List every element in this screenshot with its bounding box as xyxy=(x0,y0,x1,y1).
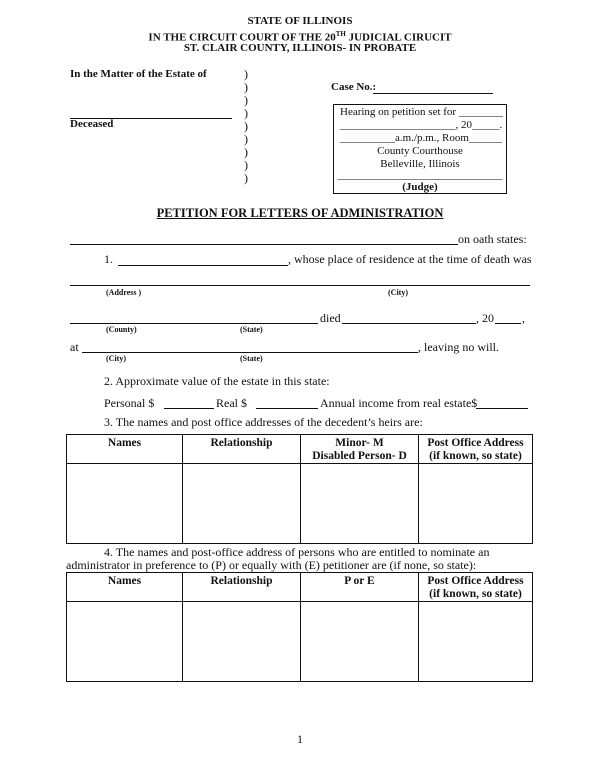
judge-label: (Judge) xyxy=(402,181,438,193)
hearing-time-line: __________a.m./p.m., Room______ xyxy=(340,132,502,144)
court-state: STATE OF ILLINOIS xyxy=(247,15,353,27)
real-value-field[interactable] xyxy=(256,408,318,409)
nominators-cell[interactable] xyxy=(301,602,419,682)
died-text: died xyxy=(320,311,341,325)
court-name: IN THE CIRCUIT COURT OF THE 20TH JUDICIAL CIRUCIT xyxy=(148,30,452,44)
death-place-field[interactable] xyxy=(82,352,418,353)
judge-signature-line: ______________________________ xyxy=(337,169,503,181)
matter-label: In the Matter of the Estate of xyxy=(70,68,207,80)
page-number: 1 xyxy=(297,732,303,746)
county-state-field[interactable] xyxy=(70,323,318,324)
address-caption: (Address ) xyxy=(106,288,142,297)
residence-address-field[interactable] xyxy=(70,285,530,286)
nominators-cell[interactable] xyxy=(67,602,183,682)
hearing-box xyxy=(333,104,507,194)
state-caption: (State) xyxy=(240,325,263,334)
nominators-col-p-or-e: P or E xyxy=(301,573,419,602)
item1-number: 1. xyxy=(104,252,113,266)
nominators-table xyxy=(66,572,533,682)
comma-text: , xyxy=(522,311,525,325)
nominators-col-relationship: Relationship xyxy=(183,573,301,602)
county-caption: (County) xyxy=(106,325,137,334)
item3-text: 3. The names and post office addresses of the decedent’s heirs are: xyxy=(104,415,423,429)
heirs-cell[interactable] xyxy=(67,464,183,544)
caption-paren: ) xyxy=(244,145,248,159)
case-no-field[interactable] xyxy=(373,93,493,94)
petitioner-name-field[interactable] xyxy=(70,244,458,245)
leaving-text: , leaving no will. xyxy=(418,340,499,354)
item1-text: , whose place of residence at the time of death was xyxy=(288,252,532,266)
caption-paren: ) xyxy=(244,158,248,172)
city-caption: (City) xyxy=(388,288,408,297)
nominators-col-address: Post Office Address (if known, so state) xyxy=(419,573,533,602)
death-date-field[interactable] xyxy=(342,323,476,324)
hearing-set-line: Hearing on petition set for ________ xyxy=(340,106,503,118)
year-prefix: , 20 xyxy=(476,311,494,325)
caption-paren: ) xyxy=(244,132,248,146)
item4-text-line2: administrator in preference to (P) or equally with (E) petitioner are (if none, so state): xyxy=(66,558,477,572)
death-year-field[interactable] xyxy=(495,323,521,324)
caption-paren: ) xyxy=(244,67,248,81)
hearing-courthouse: County Courthouse xyxy=(377,145,463,157)
heirs-cell[interactable] xyxy=(183,464,301,544)
heirs-table xyxy=(66,434,533,544)
caption-paren: ) xyxy=(244,119,248,133)
court-county: ST. CLAIR COUNTY, ILLINOIS- IN PROBATE xyxy=(183,42,417,54)
caption-paren: ) xyxy=(244,80,248,94)
heirs-cell[interactable] xyxy=(419,464,533,544)
nominators-cell[interactable] xyxy=(419,602,533,682)
document-title: PETITION FOR LETTERS OF ADMINISTRATION xyxy=(156,206,444,220)
real-label: Real $ xyxy=(216,396,247,410)
heirs-col-address: Post Office Address (if known, so state) xyxy=(419,435,533,464)
personal-label: Personal $ xyxy=(104,396,155,410)
heirs-col-relationship: Relationship xyxy=(183,435,301,464)
caption-paren: ) xyxy=(244,171,248,185)
item2-text: 2. Approximate value of the estate in this state: xyxy=(104,374,330,388)
nominators-cell[interactable] xyxy=(183,602,301,682)
item4-text-line1: 4. The names and post-office address of persons who are entitled to nominate an xyxy=(104,545,490,559)
annual-income-label: Annual income from real estate$ xyxy=(320,396,478,410)
caption-paren: ) xyxy=(244,93,248,107)
city2-caption: (City) xyxy=(106,354,126,363)
oath-text: on oath states: xyxy=(458,232,527,246)
caption-paren: ) xyxy=(244,106,248,120)
hearing-date-line: _____________________, 20_____. xyxy=(340,119,503,131)
personal-value-field[interactable] xyxy=(164,408,214,409)
hearing-city: Belleville, Illinois xyxy=(380,158,460,170)
heirs-col-minor-disabled: Minor- M Disabled Person- D xyxy=(301,435,419,464)
at-text: at xyxy=(70,340,79,354)
nominators-col-names: Names xyxy=(67,573,183,602)
state2-caption: (State) xyxy=(240,354,263,363)
heirs-cell[interactable] xyxy=(301,464,419,544)
annual-income-field[interactable] xyxy=(476,408,528,409)
heirs-col-names: Names xyxy=(67,435,183,464)
decedent-field[interactable] xyxy=(118,265,288,266)
case-no-label: Case No.: xyxy=(331,81,377,93)
deceased-label: Deceased xyxy=(70,118,114,130)
